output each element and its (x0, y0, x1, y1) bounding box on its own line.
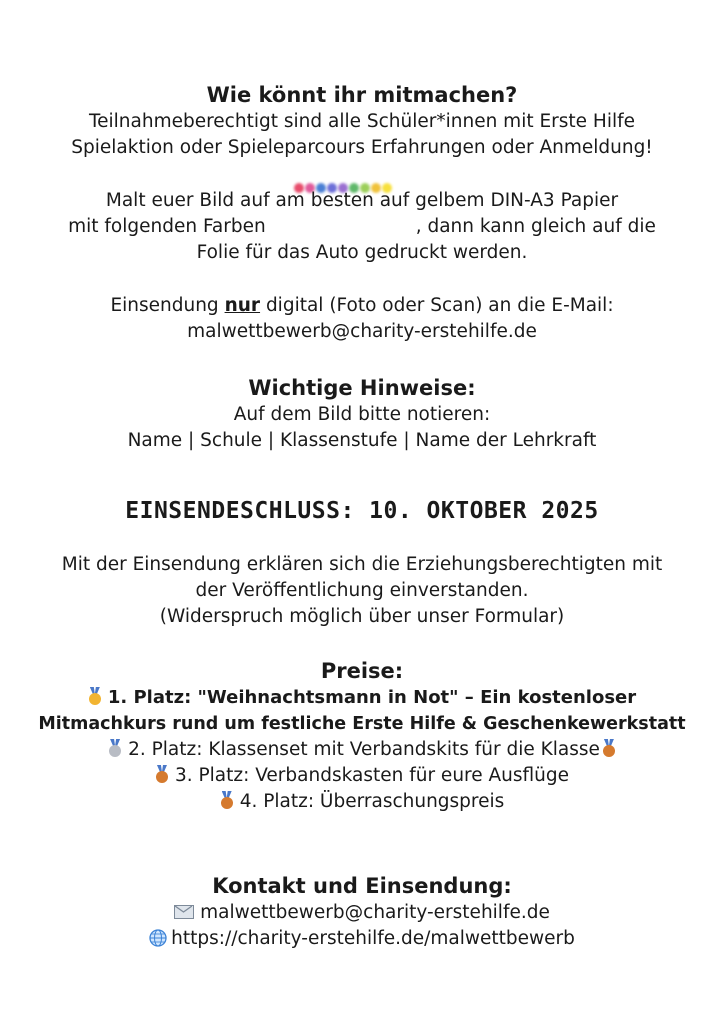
hinweise-title: Wichtige Hinweise: (248, 376, 476, 400)
prize-2 (0, 737, 724, 763)
einsendung-nur: nur (224, 295, 261, 316)
prize-4-text: 4. Platz: Überraschungspreis (239, 791, 505, 812)
prize-4 (0, 789, 724, 815)
bild-line-2 (0, 214, 724, 240)
kontakt-email-line (0, 900, 724, 926)
veroeffentlichung-line-2: der Veröffentlichung einverstanden. (195, 580, 529, 601)
veroeffentlichung-line-1: Mit der Einsendung erklären sich die Erziehungsberechtigten mit (61, 554, 663, 575)
hinweise-line-2: Name | Schule | Klassenstufe | Name der Lehrkraft (127, 430, 597, 451)
prize-3 (0, 763, 724, 789)
einsendung-prefix: Einsendung (110, 295, 219, 316)
mitmachen-line-2: Spielaktion oder Spieleparcours Erfahrungen oder Anmeldung! (71, 137, 653, 158)
preise-title: Preise: (320, 659, 404, 683)
einsendung-line (0, 293, 724, 319)
gold-medal-icon (88, 687, 102, 705)
deadline-heading: EINSENDESCHLUSS: 10. OKTOBER 2025 (125, 498, 599, 524)
silver-medal-icon (108, 739, 122, 757)
bild-line-2-start: mit folgenden Farben (68, 216, 266, 237)
kontakt-url-line (0, 926, 724, 952)
hinweise-line-1: Auf dem Bild bitte notieren: (233, 404, 491, 425)
prize-3-text: 3. Platz: Verbandskasten für eure Ausflüge (174, 765, 570, 786)
globe-icon (149, 929, 167, 947)
envelope-icon (174, 905, 194, 919)
prize-1-text: 1. Platz: "Weihnachtsmann in Not" – Ein kostenloser (107, 687, 637, 708)
mitmachen-title: Wie könnt ihr mitmachen? (206, 83, 518, 107)
mitmachen-line-1: Teilnahmeberechtigt sind alle Schüler*innen mit Erste Hilfe (88, 111, 636, 132)
einsendung-email[interactable]: malwettbewerb@charity-erstehilfe.de (187, 321, 537, 342)
veroeffentlichung-line-3: (Widerspruch möglich über unser Formular) (159, 606, 565, 627)
einsendung-suffix: digital (Foto oder Scan) an die E-Mail: (265, 295, 614, 316)
prize-1-line-2: Mitmachkurs rund um festliche Erste Hilfe & Geschenkewerkstatt (38, 714, 686, 734)
bild-line-3: Folie für das Auto gedruckt werden. (196, 242, 528, 263)
kontakt-email[interactable]: malwettbewerb@charity-erstehilfe.de (200, 902, 550, 923)
prize-1-line-1 (0, 685, 724, 711)
kontakt-url[interactable]: https://charity-erstehilfe.de/malwettbewerb (171, 928, 575, 949)
bild-line-1: Malt euer Bild auf am besten auf gelbem DIN-A3 Papier (105, 190, 619, 211)
kontakt-title: Kontakt und Einsendung: (212, 874, 512, 898)
bronze-medal-icon (220, 791, 234, 809)
bronze-medal-icon (602, 739, 616, 757)
prize-2-text: 2. Platz: Klassenset mit Verbandskits für die Klasse (128, 739, 600, 760)
bronze-medal-icon (155, 765, 169, 783)
bild-line-2-end: , dann kann gleich auf die (415, 216, 656, 237)
